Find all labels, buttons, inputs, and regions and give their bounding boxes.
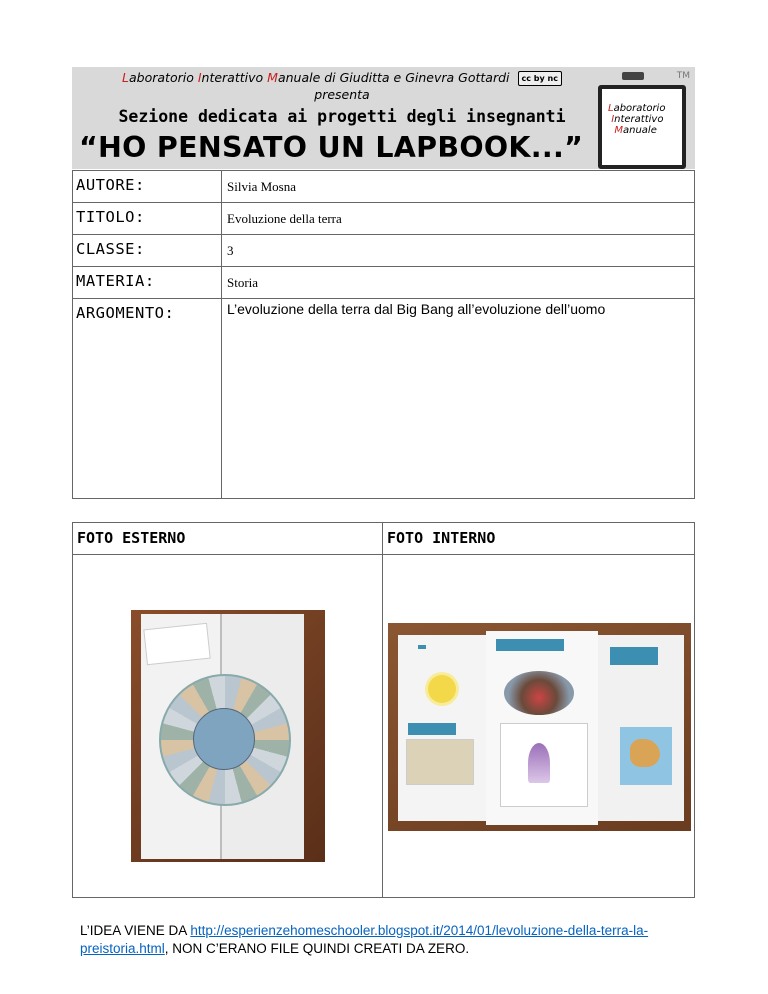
creative-commons-icon: cc by nc [518, 71, 562, 86]
pangea-label-shape [408, 723, 456, 735]
pangea-card [406, 739, 474, 785]
page-title: “HO PENSATO UN LAPBOOK...” [79, 131, 584, 164]
presenta-text: presenta [314, 87, 370, 102]
classe-label: CLASSE: [73, 235, 222, 266]
lab-word-1: aboratorio [129, 70, 198, 85]
era-archeozoica-label-shape [496, 639, 564, 651]
logo-initial-i: I [611, 114, 615, 125]
row-classe [73, 235, 694, 267]
footer-prefix: L’IDEA VIENE DA [80, 923, 191, 938]
argomento-value: L’evoluzione della terra dal Big Bang all’evoluzione dell’uomo [227, 301, 606, 317]
row-argomento [73, 299, 694, 498]
logo-word-3: anuale [623, 125, 657, 136]
volcano-icon [504, 671, 574, 715]
lab-word-2: nterattivo [201, 70, 268, 85]
trademark-mark: TM [676, 71, 690, 81]
wheel-hub [193, 708, 255, 770]
whiteboard-icon [598, 85, 686, 169]
titolo-label: TITOLO: [73, 203, 222, 234]
lapbook-title-card [143, 623, 210, 665]
foto-interno-cell [383, 555, 694, 897]
row-materia [73, 267, 694, 299]
lapbook-exterior-photo [131, 610, 325, 862]
info-table [72, 170, 695, 499]
materia-label: MATERIA: [73, 267, 222, 298]
header-banner [72, 67, 695, 169]
source-link[interactable]: http://esperienzehomeschooler.blogspot.it/2014/01/levoluzione-della-terra-la-preistoria.html [80, 923, 649, 956]
big-bang-label-shape [418, 645, 426, 649]
logo-word-2: nterattivo [614, 114, 664, 125]
materia-value: Storia [227, 275, 259, 290]
lapbook-interior-photo [388, 623, 691, 831]
foto-esterno-cell [73, 555, 383, 897]
titolo-value: Evoluzione della terra [227, 211, 342, 226]
classe-value: 3 [227, 243, 234, 258]
lab-initial-l: L [122, 70, 130, 85]
autore-value: Silvia Mosna [227, 179, 296, 194]
logo-initial-m: M [614, 125, 623, 136]
lab-word-3: anuale di Giuditta e Ginevra Gottardi [277, 70, 510, 85]
world-map-icon [620, 727, 672, 785]
section-subtitle: Sezione dedicata ai progetti degli insegnanti [118, 107, 566, 126]
footer-suffix: , NON C’ERANO FILE QUINDI CREATI DA ZERO. [164, 941, 470, 956]
row-titolo [73, 203, 694, 235]
footer-note [80, 922, 700, 958]
lab-initial-i: I [197, 70, 202, 85]
row-autore [73, 171, 694, 203]
lab-name-line [72, 70, 612, 86]
foto-esterno-header: FOTO ESTERNO [73, 523, 383, 555]
explosion-icon [428, 675, 456, 703]
lab-logo [592, 69, 692, 165]
lab-initial-m: M [267, 70, 278, 85]
argomento-label: ARGOMENTO: [73, 299, 222, 498]
projector-icon [622, 72, 644, 80]
logo-text [608, 103, 665, 136]
logo-word-1: aboratorio [613, 103, 666, 114]
logo-initial-l: L [608, 103, 614, 114]
foto-interno-header: FOTO INTERNO [383, 523, 694, 555]
jellyfish-icon [528, 743, 550, 783]
photos-table [72, 522, 695, 898]
era-paleozoica-label-shape [610, 647, 658, 665]
autore-label: AUTORE: [73, 171, 222, 202]
